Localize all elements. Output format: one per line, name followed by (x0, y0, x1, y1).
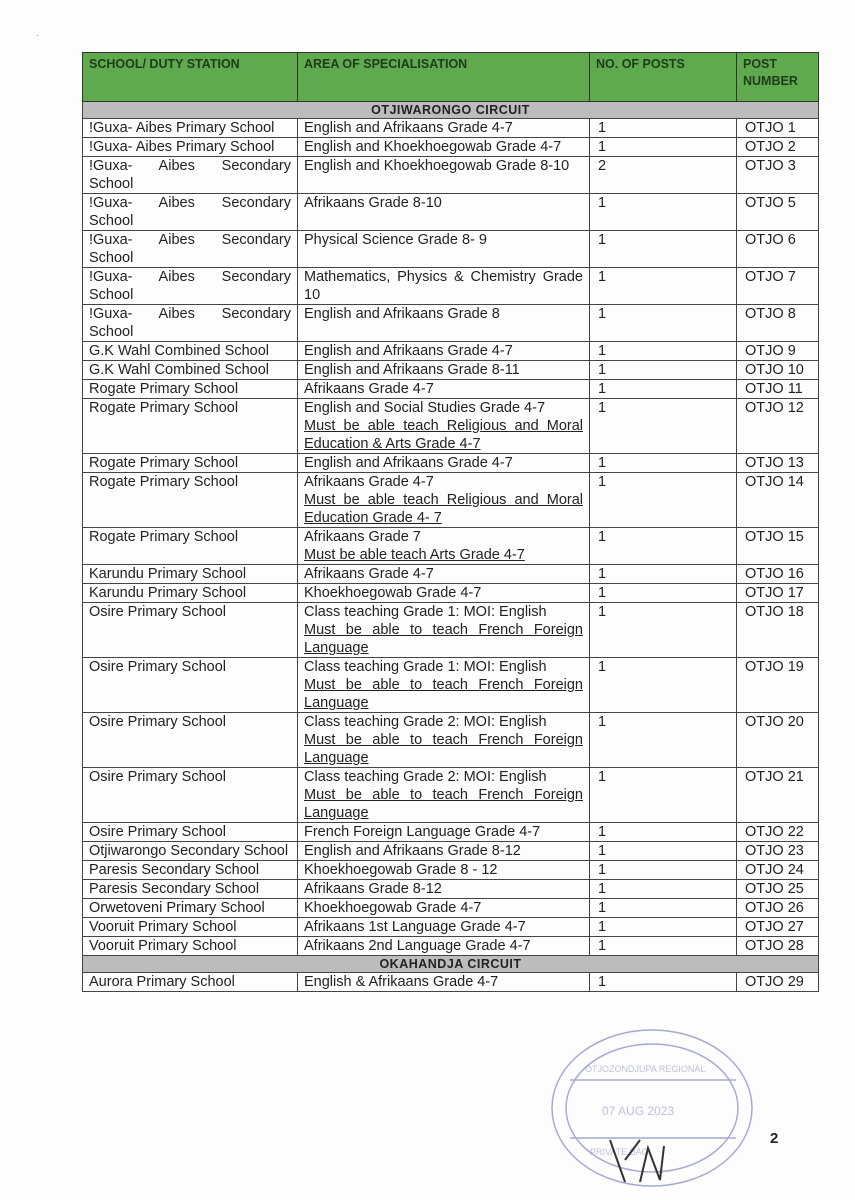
area-cell (298, 823, 590, 842)
posts-cell: 1 (590, 399, 737, 454)
school-cell: Osire Primary School (83, 823, 298, 842)
area-subject: English & Afrikaans Grade 4-7 (304, 974, 499, 990)
school-cell: G.K Wahl Combined School (83, 342, 298, 361)
posts-cell: 1 (590, 473, 737, 528)
table-row (83, 603, 819, 658)
area-subject: Class teaching Grade 1: MOI: English (304, 604, 547, 620)
area-subject: Khoekhoegowab Grade 4-7 (304, 585, 482, 601)
table-row (83, 305, 819, 342)
table-row (83, 473, 819, 528)
school-cell: !Guxa- Aibes Secondary School (83, 305, 298, 342)
svg-text:PRIVATE BAG: PRIVATE BAG (590, 1147, 649, 1157)
posts-cell: 1 (590, 268, 737, 305)
area-subject: English and Afrikaans Grade 4-7 (304, 455, 513, 471)
table-row (83, 138, 819, 157)
area-cell (298, 454, 590, 473)
school-cell: Osire Primary School (83, 603, 298, 658)
school-cell: Otjiwarongo Secondary School (83, 842, 298, 861)
table-row (83, 361, 819, 380)
table-row (83, 268, 819, 305)
table-row (83, 768, 819, 823)
area-cell (298, 138, 590, 157)
posts-cell: 1 (590, 899, 737, 918)
posts-cell: 1 (590, 603, 737, 658)
area-subject: Afrikaans Grade 7 (304, 529, 421, 545)
area-cell (298, 305, 590, 342)
school-cell: !Guxa- Aibes Secondary School (83, 231, 298, 268)
school-cell: Osire Primary School (83, 658, 298, 713)
area-subject: Physical Science Grade 8- 9 (304, 232, 487, 248)
school-cell: Orwetoveni Primary School (83, 899, 298, 918)
office-stamp (540, 1020, 760, 1190)
area-requirement: Must be able to teach French Foreign Language (304, 732, 583, 766)
area-cell (298, 584, 590, 603)
post-number-cell: OTJO 26 (737, 899, 819, 918)
table-row (83, 342, 819, 361)
page-number: 2 (770, 1130, 779, 1147)
header-posts: NO. OF POSTS (590, 53, 737, 102)
area-cell (298, 973, 590, 992)
area-subject: Khoekhoegowab Grade 8 - 12 (304, 862, 498, 878)
table-row (83, 918, 819, 937)
school-cell: Vooruit Primary School (83, 937, 298, 956)
post-number-cell: OTJO 8 (737, 305, 819, 342)
post-number-cell: OTJO 27 (737, 918, 819, 937)
table-row (83, 861, 819, 880)
post-number-cell: OTJO 11 (737, 380, 819, 399)
area-subject: Afrikaans 1st Language Grade 4-7 (304, 919, 526, 935)
school-cell: Karundu Primary School (83, 565, 298, 584)
area-cell (298, 473, 590, 528)
area-subject: French Foreign Language Grade 4-7 (304, 824, 541, 840)
school-cell: Karundu Primary School (83, 584, 298, 603)
area-subject: English and Khoekhoegowab Grade 4-7 (304, 139, 562, 155)
area-cell (298, 268, 590, 305)
posts-cell: 1 (590, 305, 737, 342)
post-number-cell: OTJO 28 (737, 937, 819, 956)
posts-cell: 1 (590, 823, 737, 842)
posts-cell: 1 (590, 658, 737, 713)
school-cell: !Guxa- Aibes Secondary School (83, 194, 298, 231)
post-number-cell: OTJO 9 (737, 342, 819, 361)
area-requirement: Must be able teach Arts Grade 4-7 (304, 547, 525, 563)
area-cell (298, 861, 590, 880)
post-number-cell: OTJO 19 (737, 658, 819, 713)
svg-text:OTJOZONDJUPA REGIONAL: OTJOZONDJUPA REGIONAL (585, 1064, 706, 1074)
school-cell: G.K Wahl Combined School (83, 361, 298, 380)
area-subject: Mathematics, Physics & Chemistry Grade 10 (304, 269, 583, 303)
post-number-cell: OTJO 29 (737, 973, 819, 992)
area-cell (298, 603, 590, 658)
area-subject: Afrikaans 2nd Language Grade 4-7 (304, 938, 531, 954)
posts-cell: 1 (590, 861, 737, 880)
posts-cell: 1 (590, 880, 737, 899)
school-cell: Rogate Primary School (83, 528, 298, 565)
posts-cell: 2 (590, 157, 737, 194)
post-number-cell: OTJO 2 (737, 138, 819, 157)
table-row (83, 565, 819, 584)
area-cell (298, 565, 590, 584)
area-subject: English and Khoekhoegowab Grade 8-10 (304, 158, 570, 174)
header-school: SCHOOL/ DUTY STATION (83, 53, 298, 102)
circuit-name: OTJIWARONGO CIRCUIT (83, 102, 819, 119)
posts-cell: 1 (590, 231, 737, 268)
area-cell (298, 899, 590, 918)
table-body (83, 102, 819, 992)
area-requirement: Must be able to teach French Foreign Language (304, 677, 583, 711)
post-number-cell: OTJO 5 (737, 194, 819, 231)
area-cell (298, 842, 590, 861)
area-cell (298, 937, 590, 956)
school-cell: Rogate Primary School (83, 399, 298, 454)
area-subject: Afrikaans Grade 8-12 (304, 881, 442, 897)
posts-cell: 1 (590, 973, 737, 992)
area-subject: English and Social Studies Grade 4-7 (304, 400, 546, 416)
table-row (83, 157, 819, 194)
table-row (83, 842, 819, 861)
post-number-cell: OTJO 7 (737, 268, 819, 305)
header-area: AREA OF SPECIALISATION (298, 53, 590, 102)
area-subject: English and Afrikaans Grade 8 (304, 306, 500, 322)
area-requirement: Must be able to teach French Foreign Language (304, 622, 583, 656)
school-cell: Rogate Primary School (83, 380, 298, 399)
area-cell (298, 342, 590, 361)
table-row (83, 454, 819, 473)
area-cell (298, 918, 590, 937)
post-number-cell: OTJO 25 (737, 880, 819, 899)
posts-cell: 1 (590, 138, 737, 157)
table-row (83, 231, 819, 268)
posts-cell: 1 (590, 918, 737, 937)
area-requirement: Must be able to teach French Foreign Language (304, 787, 583, 821)
posts-cell: 1 (590, 119, 737, 138)
area-cell (298, 380, 590, 399)
post-number-cell: OTJO 20 (737, 713, 819, 768)
school-cell: Osire Primary School (83, 768, 298, 823)
scan-mark: · (36, 30, 40, 41)
school-cell: Osire Primary School (83, 713, 298, 768)
circuit-row (83, 102, 819, 119)
area-cell (298, 713, 590, 768)
school-cell: Rogate Primary School (83, 454, 298, 473)
area-cell (298, 194, 590, 231)
table-row (83, 194, 819, 231)
area-subject: Khoekhoegowab Grade 4-7 (304, 900, 482, 916)
post-number-cell: OTJO 18 (737, 603, 819, 658)
post-number-cell: OTJO 21 (737, 768, 819, 823)
school-cell: !Guxa- Aibes Secondary School (83, 268, 298, 305)
posts-cell: 1 (590, 713, 737, 768)
post-number-cell: OTJO 15 (737, 528, 819, 565)
post-number-cell: OTJO 12 (737, 399, 819, 454)
posts-cell: 1 (590, 380, 737, 399)
area-subject: Class teaching Grade 2: MOI: English (304, 769, 547, 785)
area-subject: Afrikaans Grade 4-7 (304, 566, 434, 582)
school-cell: Vooruit Primary School (83, 918, 298, 937)
table-row (83, 973, 819, 992)
table-row (83, 658, 819, 713)
school-cell: Rogate Primary School (83, 473, 298, 528)
posts-cell: 1 (590, 584, 737, 603)
area-subject: Afrikaans Grade 8-10 (304, 195, 442, 211)
posts-cell: 1 (590, 342, 737, 361)
table-row (83, 823, 819, 842)
school-cell: !Guxa- Aibes Primary School (83, 119, 298, 138)
school-cell: !Guxa- Aibes Primary School (83, 138, 298, 157)
post-number-cell: OTJO 13 (737, 454, 819, 473)
school-cell: Paresis Secondary School (83, 861, 298, 880)
table-row (83, 899, 819, 918)
table-row (83, 399, 819, 454)
post-number-cell: OTJO 6 (737, 231, 819, 268)
post-number-cell: OTJO 17 (737, 584, 819, 603)
area-requirement: Must be able teach Religious and Moral Education Grade 4- 7 (304, 492, 583, 526)
area-cell (298, 361, 590, 380)
school-cell: Aurora Primary School (83, 973, 298, 992)
area-subject: English and Afrikaans Grade 8-11 (304, 362, 520, 378)
table-header-row (83, 53, 819, 102)
school-cell: !Guxa- Aibes Secondary School (83, 157, 298, 194)
area-subject: Afrikaans Grade 4-7 (304, 381, 434, 397)
posts-cell: 1 (590, 194, 737, 231)
post-number-cell: OTJO 14 (737, 473, 819, 528)
school-cell: Paresis Secondary School (83, 880, 298, 899)
posts-cell: 1 (590, 454, 737, 473)
area-subject: Class teaching Grade 2: MOI: English (304, 714, 547, 730)
area-subject: Class teaching Grade 1: MOI: English (304, 659, 547, 675)
area-cell (298, 658, 590, 713)
table-row (83, 880, 819, 899)
table-row (83, 380, 819, 399)
circuit-name: OKAHANDJA CIRCUIT (83, 956, 819, 973)
table-row (83, 528, 819, 565)
area-cell (298, 399, 590, 454)
post-number-cell: OTJO 23 (737, 842, 819, 861)
area-cell (298, 768, 590, 823)
table-row (83, 713, 819, 768)
area-subject: English and Afrikaans Grade 4-7 (304, 343, 513, 359)
header-post-number: POST NUMBER (737, 53, 819, 102)
circuit-row (83, 956, 819, 973)
posts-cell: 1 (590, 528, 737, 565)
area-cell (298, 880, 590, 899)
area-subject: English and Afrikaans Grade 8-12 (304, 843, 521, 859)
posts-cell: 1 (590, 565, 737, 584)
posts-cell: 1 (590, 842, 737, 861)
post-number-cell: OTJO 1 (737, 119, 819, 138)
area-cell (298, 528, 590, 565)
table-row (83, 119, 819, 138)
post-number-cell: OTJO 22 (737, 823, 819, 842)
post-number-cell: OTJO 16 (737, 565, 819, 584)
posts-cell: 1 (590, 361, 737, 380)
area-requirement: Must be able teach Religious and Moral Education & Arts Grade 4-7 (304, 418, 583, 452)
svg-text:07 AUG 2023: 07 AUG 2023 (602, 1104, 675, 1118)
area-cell (298, 157, 590, 194)
table-row (83, 937, 819, 956)
post-number-cell: OTJO 24 (737, 861, 819, 880)
area-cell (298, 231, 590, 268)
area-cell (298, 119, 590, 138)
area-subject: English and Afrikaans Grade 4-7 (304, 120, 513, 136)
posts-cell: 1 (590, 768, 737, 823)
vacancy-table (82, 52, 819, 992)
post-number-cell: OTJO 10 (737, 361, 819, 380)
post-number-cell: OTJO 3 (737, 157, 819, 194)
area-subject: Afrikaans Grade 4-7 (304, 474, 434, 490)
posts-cell: 1 (590, 937, 737, 956)
table-row (83, 584, 819, 603)
